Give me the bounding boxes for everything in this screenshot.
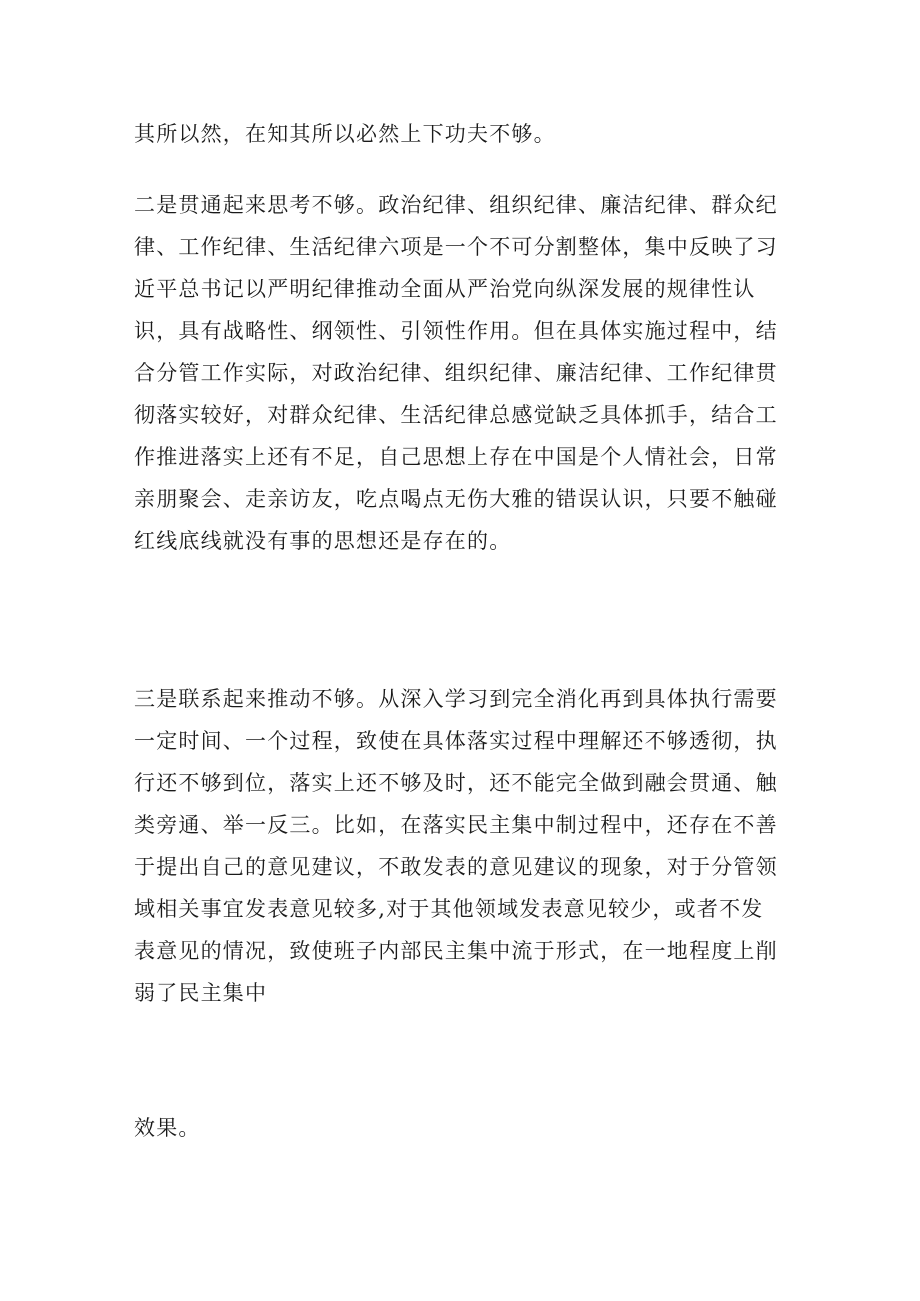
text-line: 识，具有战略性、纲领性、引领性作用。但在具体实施过程中，结 (134, 319, 778, 343)
text-line: 表意见的情况，致使班子内部民主集中流于形式，在一地程度上削 (134, 939, 778, 963)
text-line: 弱了民主集中 (134, 981, 268, 1005)
paragraph-continuation (134, 113, 806, 155)
text-line: 彻落实较好，对群众纪律、生活纪律总感觉缺乏具体抓手，结合工 (134, 403, 778, 427)
text-line: 近平总书记以严明纪律推动全面从严治党向纵深发展的规律性认 (134, 277, 756, 301)
text-line: 三是联系起来推动不够。从深入学习到完全消化再到具体执行需要 (134, 687, 778, 711)
text-line: 类旁通、举一反三。比如，在落实民主集中制过程中，还存在不善 (134, 813, 778, 837)
text-line: 于提出自己的意见建议，不敢发表的意见建议的现象，对于分管领 (134, 855, 778, 879)
text-line: 二是贯通起来思考不够。政治纪律、组织纪律、廉洁纪律、群众纪 (134, 193, 778, 217)
paragraph-point-three (134, 678, 806, 1014)
text-line: 域相关事宜发表意见较多,对于其他领域发表意见较少，或者不发 (134, 897, 764, 921)
text-line: 其所以然，在知其所以必然上下功夫不够。 (134, 122, 556, 146)
text-line: 一定时间、一个过程，致使在具体落实过程中理解还不够透彻，执 (134, 729, 778, 753)
paragraph-point-two (134, 184, 806, 562)
text-line: 红线底线就没有事的思想还是存在的。 (134, 529, 512, 553)
paragraph-ending (134, 1107, 806, 1149)
text-line: 行还不够到位，落实上还不够及时，还不能完全做到融会贯通、触 (134, 771, 778, 795)
text-line: 作推进落实上还有不足，自己思想上存在中国是个人情社会，日常 (134, 445, 778, 469)
text-line: 律、工作纪律、生活纪律六项是一个不可分割整体，集中反映了习 (134, 235, 778, 259)
text-line: 效果。 (134, 1116, 201, 1140)
text-line: 合分管工作实际，对政治纪律、组织纪律、廉洁纪律、工作纪律贯 (134, 361, 778, 385)
text-line: 亲朋聚会、走亲访友，吃点喝点无伤大雅的错误认识，只要不触碰 (134, 487, 778, 511)
